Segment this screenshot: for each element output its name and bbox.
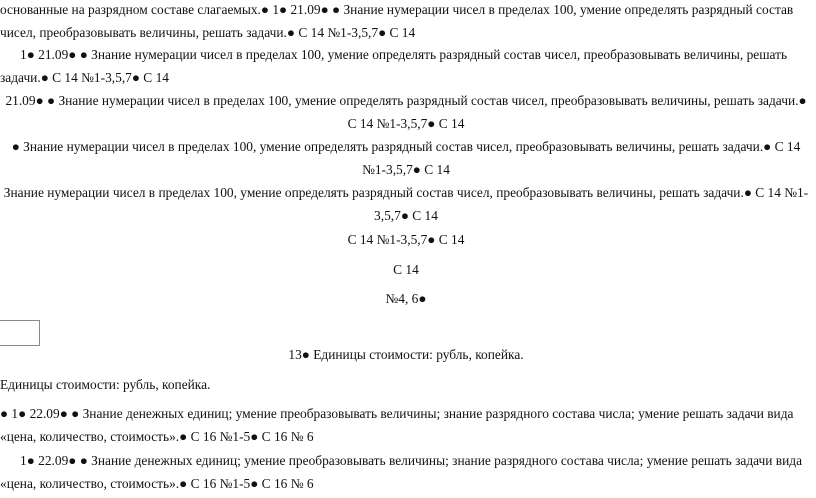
text-line-8: №4, 6● xyxy=(385,291,427,306)
text-line-5: Знание нумерации чисел в пределах 100, умение определять разрядный состав чисел, преобразовывать величины, решать задачи.● С 14 №1-3,5,7● С 14 xyxy=(3,185,809,223)
text-line-7: С 14 xyxy=(393,262,419,277)
text-line-3: 21.09● ● Знание нумерации чисел в пределах 100, умение определять разрядный состав чисел, преобразовывать величины, решать задачи.● С 14 №1-3,5,7● С 14 xyxy=(5,93,807,131)
text-line-10: Единицы стоимости: рубль, копейка. xyxy=(0,377,211,392)
text-line-4: ● Знание нумерации чисел в пределах 100, умение определять разрядный состав чисел, преобразовывать величины, решать задачи.● С 14 №1-3,5,7● С 14 xyxy=(11,139,801,177)
text-line-9: 13● Единицы стоимости: рубль, копейка. xyxy=(288,347,524,362)
text-line-6: С 14 №1-3,5,7● С 14 xyxy=(347,232,465,247)
text-line-1: основанные на разрядном составе слагаемых.● 1● 21.09● ● Знание нумерации чисел в пределах 100, умение определять разрядный состав чисел, преобразовывать величины, решать задачи.● С 14 №1-3,5,7● С 14 xyxy=(0,2,794,40)
text-line-2: 1● 21.09● ● Знание нумерации чисел в пределах 100, умение определять разрядный состав чисел, преобразовывать величины, решать задачи.● С 14 №1-3,5,7● С 14 xyxy=(0,47,788,85)
text-line-12: 1● 22.09● ● Знание денежных единиц; умение преобразовывать величины; знание разрядного состава числа; умение решать задачи вида «цена, количество, стоимость».● С 16 №1-5● С 16 № 6 xyxy=(0,453,803,491)
text-line-11: ● 1● 22.09● ● Знание денежных единиц; умение преобразовывать величины; знание разрядного состава числа; умение решать задачи вида «цена, количество, стоимость».● С 16 №1-5● С 16 № 6 xyxy=(0,406,794,444)
